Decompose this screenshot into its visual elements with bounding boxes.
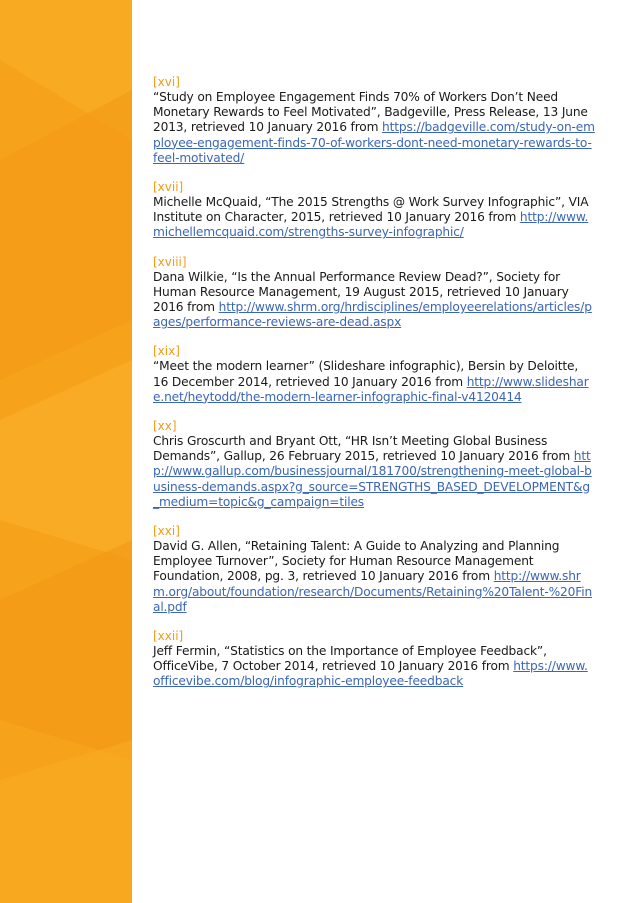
reference-citation: Jeff Fermin, “Statistics on the Importance of Employee Feedback”, OfficeVibe, 7 October 2014, retrieved 10 January 2016 from	[153, 644, 547, 674]
reference-entry	[153, 255, 595, 331]
reference-citation: David G. Allen, “Retaining Talent: A Guide to Analyzing and Planning Employee Turnover”, Society for Human Resource Management Foundation, 2008, pg. 3, retrieved 10 January 2016 from	[153, 539, 560, 584]
reference-entry	[153, 75, 595, 166]
reference-number: [xxii]	[153, 629, 184, 644]
reference-number: [xviii]	[153, 254, 187, 269]
reference-number: [xxi]	[153, 524, 180, 539]
reference-link[interactable]: http://www.shrm.org/about/foundation/research/Documents/Retaining%20Talent-%20Final.pdf	[153, 569, 593, 614]
reference-text	[153, 270, 595, 331]
reference-text	[153, 90, 595, 166]
reference-number: [xvii]	[153, 180, 184, 195]
reference-entry	[153, 524, 595, 615]
decorative-sidebar	[0, 0, 132, 903]
reference-entry	[153, 180, 595, 241]
reference-text	[153, 195, 595, 241]
reference-link[interactable]: https://www.officevibe.com/blog/infographic-employee-feedback	[153, 659, 588, 689]
reference-link[interactable]: http://www.slideshare.net/heytodd/the-modern-learner-infographic-final-v4120414	[153, 374, 589, 404]
reference-link[interactable]: http://www.gallup.com/businessjournal/181700/strengthening-meet-global-business-demands.aspx?g_source=STRENGTHS_BASED_DEVELOPMENT&g_medium=topic&g_campaign=tiles	[153, 449, 592, 509]
references-list	[153, 75, 595, 704]
sidebar-pattern	[0, 0, 132, 903]
reference-link[interactable]: http://www.michellemcquaid.com/strengths-survey-infographic/	[153, 210, 589, 240]
reference-link[interactable]: https://badgeville.com/study-on-employee-engagement-finds-70-of-workers-dont-need-monetary-rewards-to-feel-motivated/	[153, 120, 595, 165]
reference-citation: “Study on Employee Engagement Finds 70% of Workers Don’t Need Monetary Rewards to Feel Motivated”, Badgeville, Press Release, 13 June 2013, retrieved 10 January 2016 from	[153, 90, 588, 135]
reference-text	[153, 539, 595, 615]
reference-entry	[153, 344, 595, 405]
reference-number: [xix]	[153, 344, 180, 359]
reference-text	[153, 359, 595, 405]
reference-entry	[153, 629, 595, 690]
reference-citation: “Meet the modern learner” (Slideshare infographic), Bersin by Deloitte, 16 December 2014, retrieved 10 January 2016 from	[153, 359, 579, 389]
reference-citation: Chris Groscurth and Bryant Ott, “HR Isn’t Meeting Global Business Demands”, Gallup, 26 February 2015, retrieved 10 January 2016 from	[153, 434, 574, 464]
reference-link[interactable]: http://www.shrm.org/hrdisciplines/employeerelations/articles/pages/performance-reviews-are-dead.aspx	[153, 300, 592, 330]
reference-citation: Dana Wilkie, “Is the Annual Performance Review Dead?”, Society for Human Resource Management, 19 August 2015, retrieved 10 January 2016 from	[153, 269, 569, 315]
reference-number: [xvi]	[153, 75, 180, 89]
reference-text	[153, 644, 595, 690]
reference-number: [xx]	[153, 419, 177, 434]
reference-text	[153, 434, 595, 510]
reference-citation: Michelle McQuaid, “The 2015 Strengths @ Work Survey Infographic”, VIA Institute on Character, 2015, retrieved 10 January 2016 from	[153, 195, 589, 225]
reference-entry	[153, 419, 595, 510]
